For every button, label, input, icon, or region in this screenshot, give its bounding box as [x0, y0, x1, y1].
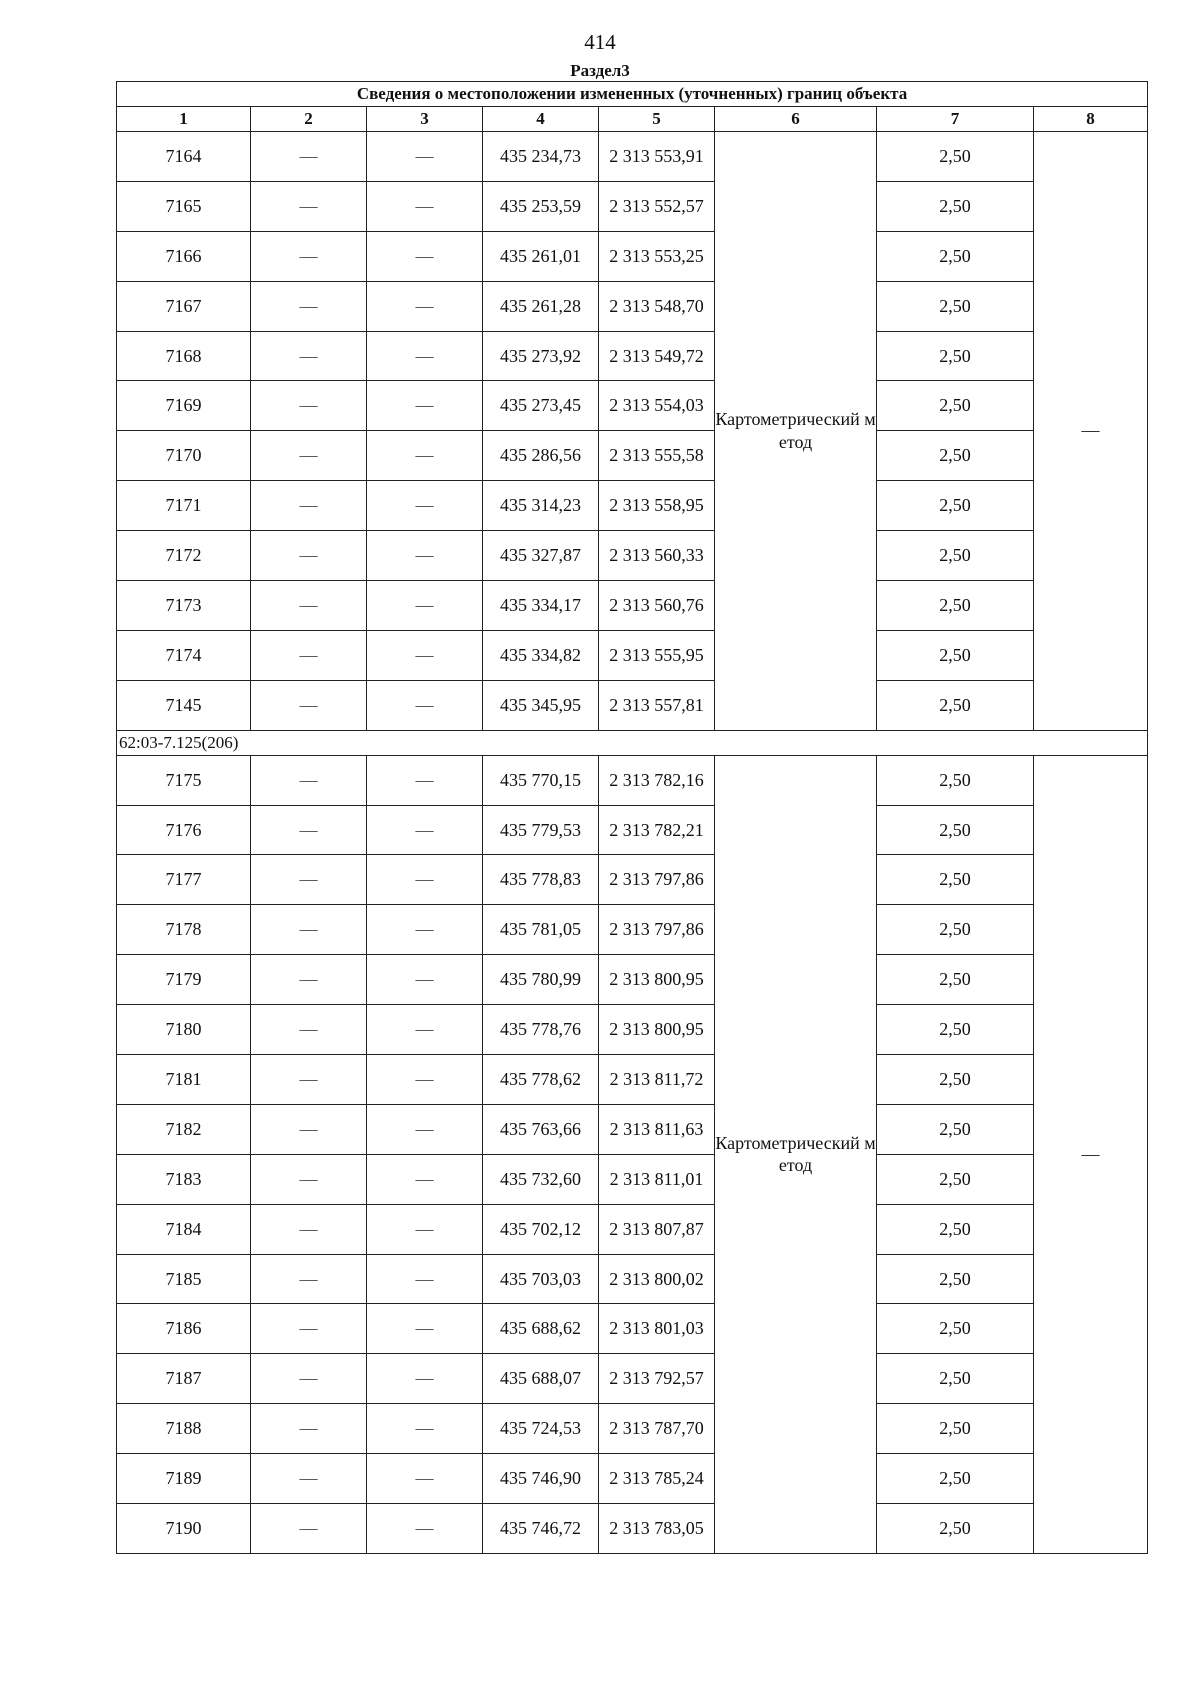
accuracy-cell: 2,50 [877, 1454, 1034, 1504]
col2-cell: — [251, 1005, 367, 1055]
col3-cell: — [367, 905, 483, 955]
x-coordinate-cell: 435 778,62 [483, 1055, 599, 1105]
y-coordinate-cell: 2 313 554,03 [599, 381, 715, 431]
point-number-cell: 7188 [117, 1404, 251, 1454]
column-number: 3 [367, 107, 483, 132]
table-row [117, 1055, 1148, 1105]
table-row [117, 1304, 1148, 1354]
point-number-cell: 7182 [117, 1104, 251, 1154]
x-coordinate-cell: 435 703,03 [483, 1254, 599, 1304]
y-coordinate-cell: 2 313 797,86 [599, 905, 715, 955]
x-coordinate-cell: 435 688,62 [483, 1304, 599, 1354]
table-row [117, 331, 1148, 381]
accuracy-cell: 2,50 [877, 855, 1034, 905]
point-number-cell: 7189 [117, 1454, 251, 1504]
table-row [117, 1454, 1148, 1504]
y-coordinate-cell: 2 313 785,24 [599, 1454, 715, 1504]
point-number-cell: 7165 [117, 181, 251, 231]
col8-cell: — [1034, 755, 1148, 1553]
col2-cell: — [251, 1454, 367, 1504]
col2-cell: — [251, 531, 367, 581]
table-row [117, 1404, 1148, 1454]
col2-cell: — [251, 1404, 367, 1454]
x-coordinate-cell: 435 334,17 [483, 581, 599, 631]
col3-cell: — [367, 855, 483, 905]
col3-cell: — [367, 1254, 483, 1304]
x-coordinate-cell: 435 334,82 [483, 630, 599, 680]
table-row [117, 1504, 1148, 1554]
col2-cell: — [251, 581, 367, 631]
table-row [117, 1254, 1148, 1304]
column-number: 5 [599, 107, 715, 132]
x-coordinate-cell: 435 261,01 [483, 231, 599, 281]
col3-cell: — [367, 381, 483, 431]
x-coordinate-cell: 435 746,72 [483, 1504, 599, 1554]
accuracy-cell: 2,50 [877, 132, 1034, 182]
column-number: 2 [251, 107, 367, 132]
table-row [117, 805, 1148, 855]
col2-cell: — [251, 1504, 367, 1554]
col2-cell: — [251, 630, 367, 680]
table-row [117, 381, 1148, 431]
point-number-cell: 7169 [117, 381, 251, 431]
column-number: 4 [483, 107, 599, 132]
col3-cell: — [367, 1104, 483, 1154]
point-number-cell: 7175 [117, 755, 251, 805]
x-coordinate-cell: 435 273,45 [483, 381, 599, 431]
accuracy-cell: 2,50 [877, 431, 1034, 481]
col3-cell: — [367, 1454, 483, 1504]
y-coordinate-cell: 2 313 548,70 [599, 281, 715, 331]
col2-cell: — [251, 855, 367, 905]
col3-cell: — [367, 1204, 483, 1254]
col2-cell: — [251, 805, 367, 855]
coordinates-body [117, 132, 1148, 1554]
point-number-cell: 7185 [117, 1254, 251, 1304]
x-coordinate-cell: 435 746,90 [483, 1454, 599, 1504]
col3-cell: — [367, 805, 483, 855]
point-number-cell: 7174 [117, 630, 251, 680]
accuracy-cell: 2,50 [877, 281, 1034, 331]
accuracy-cell: 2,50 [877, 1154, 1034, 1204]
accuracy-cell: 2,50 [877, 1254, 1034, 1304]
table-row [117, 181, 1148, 231]
col2-cell: — [251, 481, 367, 531]
col2-cell: — [251, 1254, 367, 1304]
point-number-cell: 7190 [117, 1504, 251, 1554]
column-number: 7 [877, 107, 1034, 132]
point-number-cell: 7178 [117, 905, 251, 955]
section-title: Раздел3 [570, 61, 630, 80]
x-coordinate-cell: 435 780,99 [483, 955, 599, 1005]
point-number-cell: 7176 [117, 805, 251, 855]
col3-cell: — [367, 481, 483, 531]
col3-cell: — [367, 1154, 483, 1204]
column-number: 1 [117, 107, 251, 132]
x-coordinate-cell: 435 732,60 [483, 1154, 599, 1204]
col2-cell: — [251, 1204, 367, 1254]
col3-cell: — [367, 531, 483, 581]
x-coordinate-cell: 435 770,15 [483, 755, 599, 805]
x-coordinate-cell: 435 724,53 [483, 1404, 599, 1454]
table-row [117, 855, 1148, 905]
y-coordinate-cell: 2 313 560,76 [599, 581, 715, 631]
y-coordinate-cell: 2 313 811,72 [599, 1055, 715, 1105]
method-cell: Картометрический метод [715, 132, 877, 731]
col2-cell: — [251, 1304, 367, 1354]
table-row [117, 680, 1148, 730]
accuracy-cell: 2,50 [877, 905, 1034, 955]
accuracy-cell: 2,50 [877, 1504, 1034, 1554]
accuracy-cell: 2,50 [877, 381, 1034, 431]
x-coordinate-cell: 435 763,66 [483, 1104, 599, 1154]
col3-cell: — [367, 680, 483, 730]
table-row [117, 905, 1148, 955]
y-coordinate-cell: 2 313 807,87 [599, 1204, 715, 1254]
table-row [117, 1354, 1148, 1404]
x-coordinate-cell: 435 314,23 [483, 481, 599, 531]
accuracy-cell: 2,50 [877, 955, 1034, 1005]
col2-cell: — [251, 381, 367, 431]
col2-cell: — [251, 1055, 367, 1105]
parcel-label-row [117, 730, 1148, 755]
accuracy-cell: 2,50 [877, 1404, 1034, 1454]
y-coordinate-cell: 2 313 811,01 [599, 1154, 715, 1204]
col3-cell: — [367, 231, 483, 281]
col2-cell: — [251, 955, 367, 1005]
col3-cell: — [367, 1354, 483, 1404]
point-number-cell: 7186 [117, 1304, 251, 1354]
col8-cell: — [1034, 132, 1148, 731]
x-coordinate-cell: 435 273,92 [483, 331, 599, 381]
table-row [117, 1154, 1148, 1204]
x-coordinate-cell: 435 261,28 [483, 281, 599, 331]
accuracy-cell: 2,50 [877, 805, 1034, 855]
col2-cell: — [251, 132, 367, 182]
col2-cell: — [251, 905, 367, 955]
y-coordinate-cell: 2 313 800,02 [599, 1254, 715, 1304]
y-coordinate-cell: 2 313 555,95 [599, 630, 715, 680]
x-coordinate-cell: 435 781,05 [483, 905, 599, 955]
col2-cell: — [251, 755, 367, 805]
accuracy-cell: 2,50 [877, 1104, 1034, 1154]
accuracy-cell: 2,50 [877, 1204, 1034, 1254]
table-row [117, 132, 1148, 182]
table-row [117, 231, 1148, 281]
y-coordinate-cell: 2 313 792,57 [599, 1354, 715, 1404]
y-coordinate-cell: 2 313 782,21 [599, 805, 715, 855]
col3-cell: — [367, 955, 483, 1005]
point-number-cell: 7177 [117, 855, 251, 905]
accuracy-cell: 2,50 [877, 680, 1034, 730]
accuracy-cell: 2,50 [877, 331, 1034, 381]
table-row [117, 481, 1148, 531]
accuracy-cell: 2,50 [877, 581, 1034, 631]
accuracy-cell: 2,50 [877, 1354, 1034, 1404]
x-coordinate-cell: 435 778,76 [483, 1005, 599, 1055]
y-coordinate-cell: 2 313 811,63 [599, 1104, 715, 1154]
point-number-cell: 7180 [117, 1005, 251, 1055]
table-row [117, 955, 1148, 1005]
col2-cell: — [251, 331, 367, 381]
table-row [117, 581, 1148, 631]
method-cell: Картометрический метод [715, 755, 877, 1553]
y-coordinate-cell: 2 313 782,16 [599, 755, 715, 805]
point-number-cell: 7170 [117, 431, 251, 481]
accuracy-cell: 2,50 [877, 630, 1034, 680]
y-coordinate-cell: 2 313 783,05 [599, 1504, 715, 1554]
point-number-cell: 7145 [117, 680, 251, 730]
y-coordinate-cell: 2 313 800,95 [599, 1005, 715, 1055]
y-coordinate-cell: 2 313 800,95 [599, 955, 715, 1005]
point-number-cell: 7166 [117, 231, 251, 281]
y-coordinate-cell: 2 313 549,72 [599, 331, 715, 381]
point-number-cell: 7181 [117, 1055, 251, 1105]
y-coordinate-cell: 2 313 801,03 [599, 1304, 715, 1354]
x-coordinate-cell: 435 688,07 [483, 1354, 599, 1404]
accuracy-cell: 2,50 [877, 531, 1034, 581]
point-number-cell: 7184 [117, 1204, 251, 1254]
page-number: 414 [584, 30, 616, 54]
column-number-row [117, 107, 1148, 132]
col2-cell: — [251, 181, 367, 231]
table-row [117, 1204, 1148, 1254]
table-row [117, 531, 1148, 581]
y-coordinate-cell: 2 313 797,86 [599, 855, 715, 905]
y-coordinate-cell: 2 313 553,91 [599, 132, 715, 182]
y-coordinate-cell: 2 313 558,95 [599, 481, 715, 531]
y-coordinate-cell: 2 313 555,58 [599, 431, 715, 481]
point-number-cell: 7179 [117, 955, 251, 1005]
y-coordinate-cell: 2 313 552,57 [599, 181, 715, 231]
accuracy-cell: 2,50 [877, 1055, 1034, 1105]
point-number-cell: 7173 [117, 581, 251, 631]
point-number-cell: 7168 [117, 331, 251, 381]
col2-cell: — [251, 1104, 367, 1154]
col2-cell: — [251, 231, 367, 281]
col2-cell: — [251, 680, 367, 730]
accuracy-cell: 2,50 [877, 181, 1034, 231]
y-coordinate-cell: 2 313 557,81 [599, 680, 715, 730]
col3-cell: — [367, 1504, 483, 1554]
x-coordinate-cell: 435 702,12 [483, 1204, 599, 1254]
accuracy-cell: 2,50 [877, 1005, 1034, 1055]
table-row [117, 281, 1148, 331]
col3-cell: — [367, 281, 483, 331]
col3-cell: — [367, 1304, 483, 1354]
point-number-cell: 7172 [117, 531, 251, 581]
y-coordinate-cell: 2 313 560,33 [599, 531, 715, 581]
x-coordinate-cell: 435 253,59 [483, 181, 599, 231]
col3-cell: — [367, 1005, 483, 1055]
accuracy-cell: 2,50 [877, 755, 1034, 805]
point-number-cell: 7164 [117, 132, 251, 182]
table-row [117, 755, 1148, 805]
y-coordinate-cell: 2 313 787,70 [599, 1404, 715, 1454]
point-number-cell: 7187 [117, 1354, 251, 1404]
col3-cell: — [367, 132, 483, 182]
col3-cell: — [367, 331, 483, 381]
col3-cell: — [367, 581, 483, 631]
parcel-label: 62:03-7.125(206) [117, 730, 1148, 755]
table-row [117, 630, 1148, 680]
accuracy-cell: 2,50 [877, 481, 1034, 531]
col3-cell: — [367, 181, 483, 231]
point-number-cell: 7183 [117, 1154, 251, 1204]
accuracy-cell: 2,50 [877, 1304, 1034, 1354]
x-coordinate-cell: 435 345,95 [483, 680, 599, 730]
x-coordinate-cell: 435 327,87 [483, 531, 599, 581]
coordinates-table [116, 81, 1148, 1554]
col3-cell: — [367, 431, 483, 481]
y-coordinate-cell: 2 313 553,25 [599, 231, 715, 281]
column-number: 6 [715, 107, 877, 132]
accuracy-cell: 2,50 [877, 231, 1034, 281]
x-coordinate-cell: 435 286,56 [483, 431, 599, 481]
x-coordinate-cell: 435 778,83 [483, 855, 599, 905]
table-row [117, 431, 1148, 481]
col2-cell: — [251, 1354, 367, 1404]
x-coordinate-cell: 435 779,53 [483, 805, 599, 855]
table-caption: Сведения о местоположении измененных (уточненных) границ объекта [117, 82, 1148, 107]
col3-cell: — [367, 755, 483, 805]
table-row [117, 1005, 1148, 1055]
point-number-cell: 7171 [117, 481, 251, 531]
col3-cell: — [367, 630, 483, 680]
col3-cell: — [367, 1055, 483, 1105]
x-coordinate-cell: 435 234,73 [483, 132, 599, 182]
col2-cell: — [251, 281, 367, 331]
col2-cell: — [251, 1154, 367, 1204]
col3-cell: — [367, 1404, 483, 1454]
col2-cell: — [251, 431, 367, 481]
column-number: 8 [1034, 107, 1148, 132]
point-number-cell: 7167 [117, 281, 251, 331]
table-row [117, 1104, 1148, 1154]
